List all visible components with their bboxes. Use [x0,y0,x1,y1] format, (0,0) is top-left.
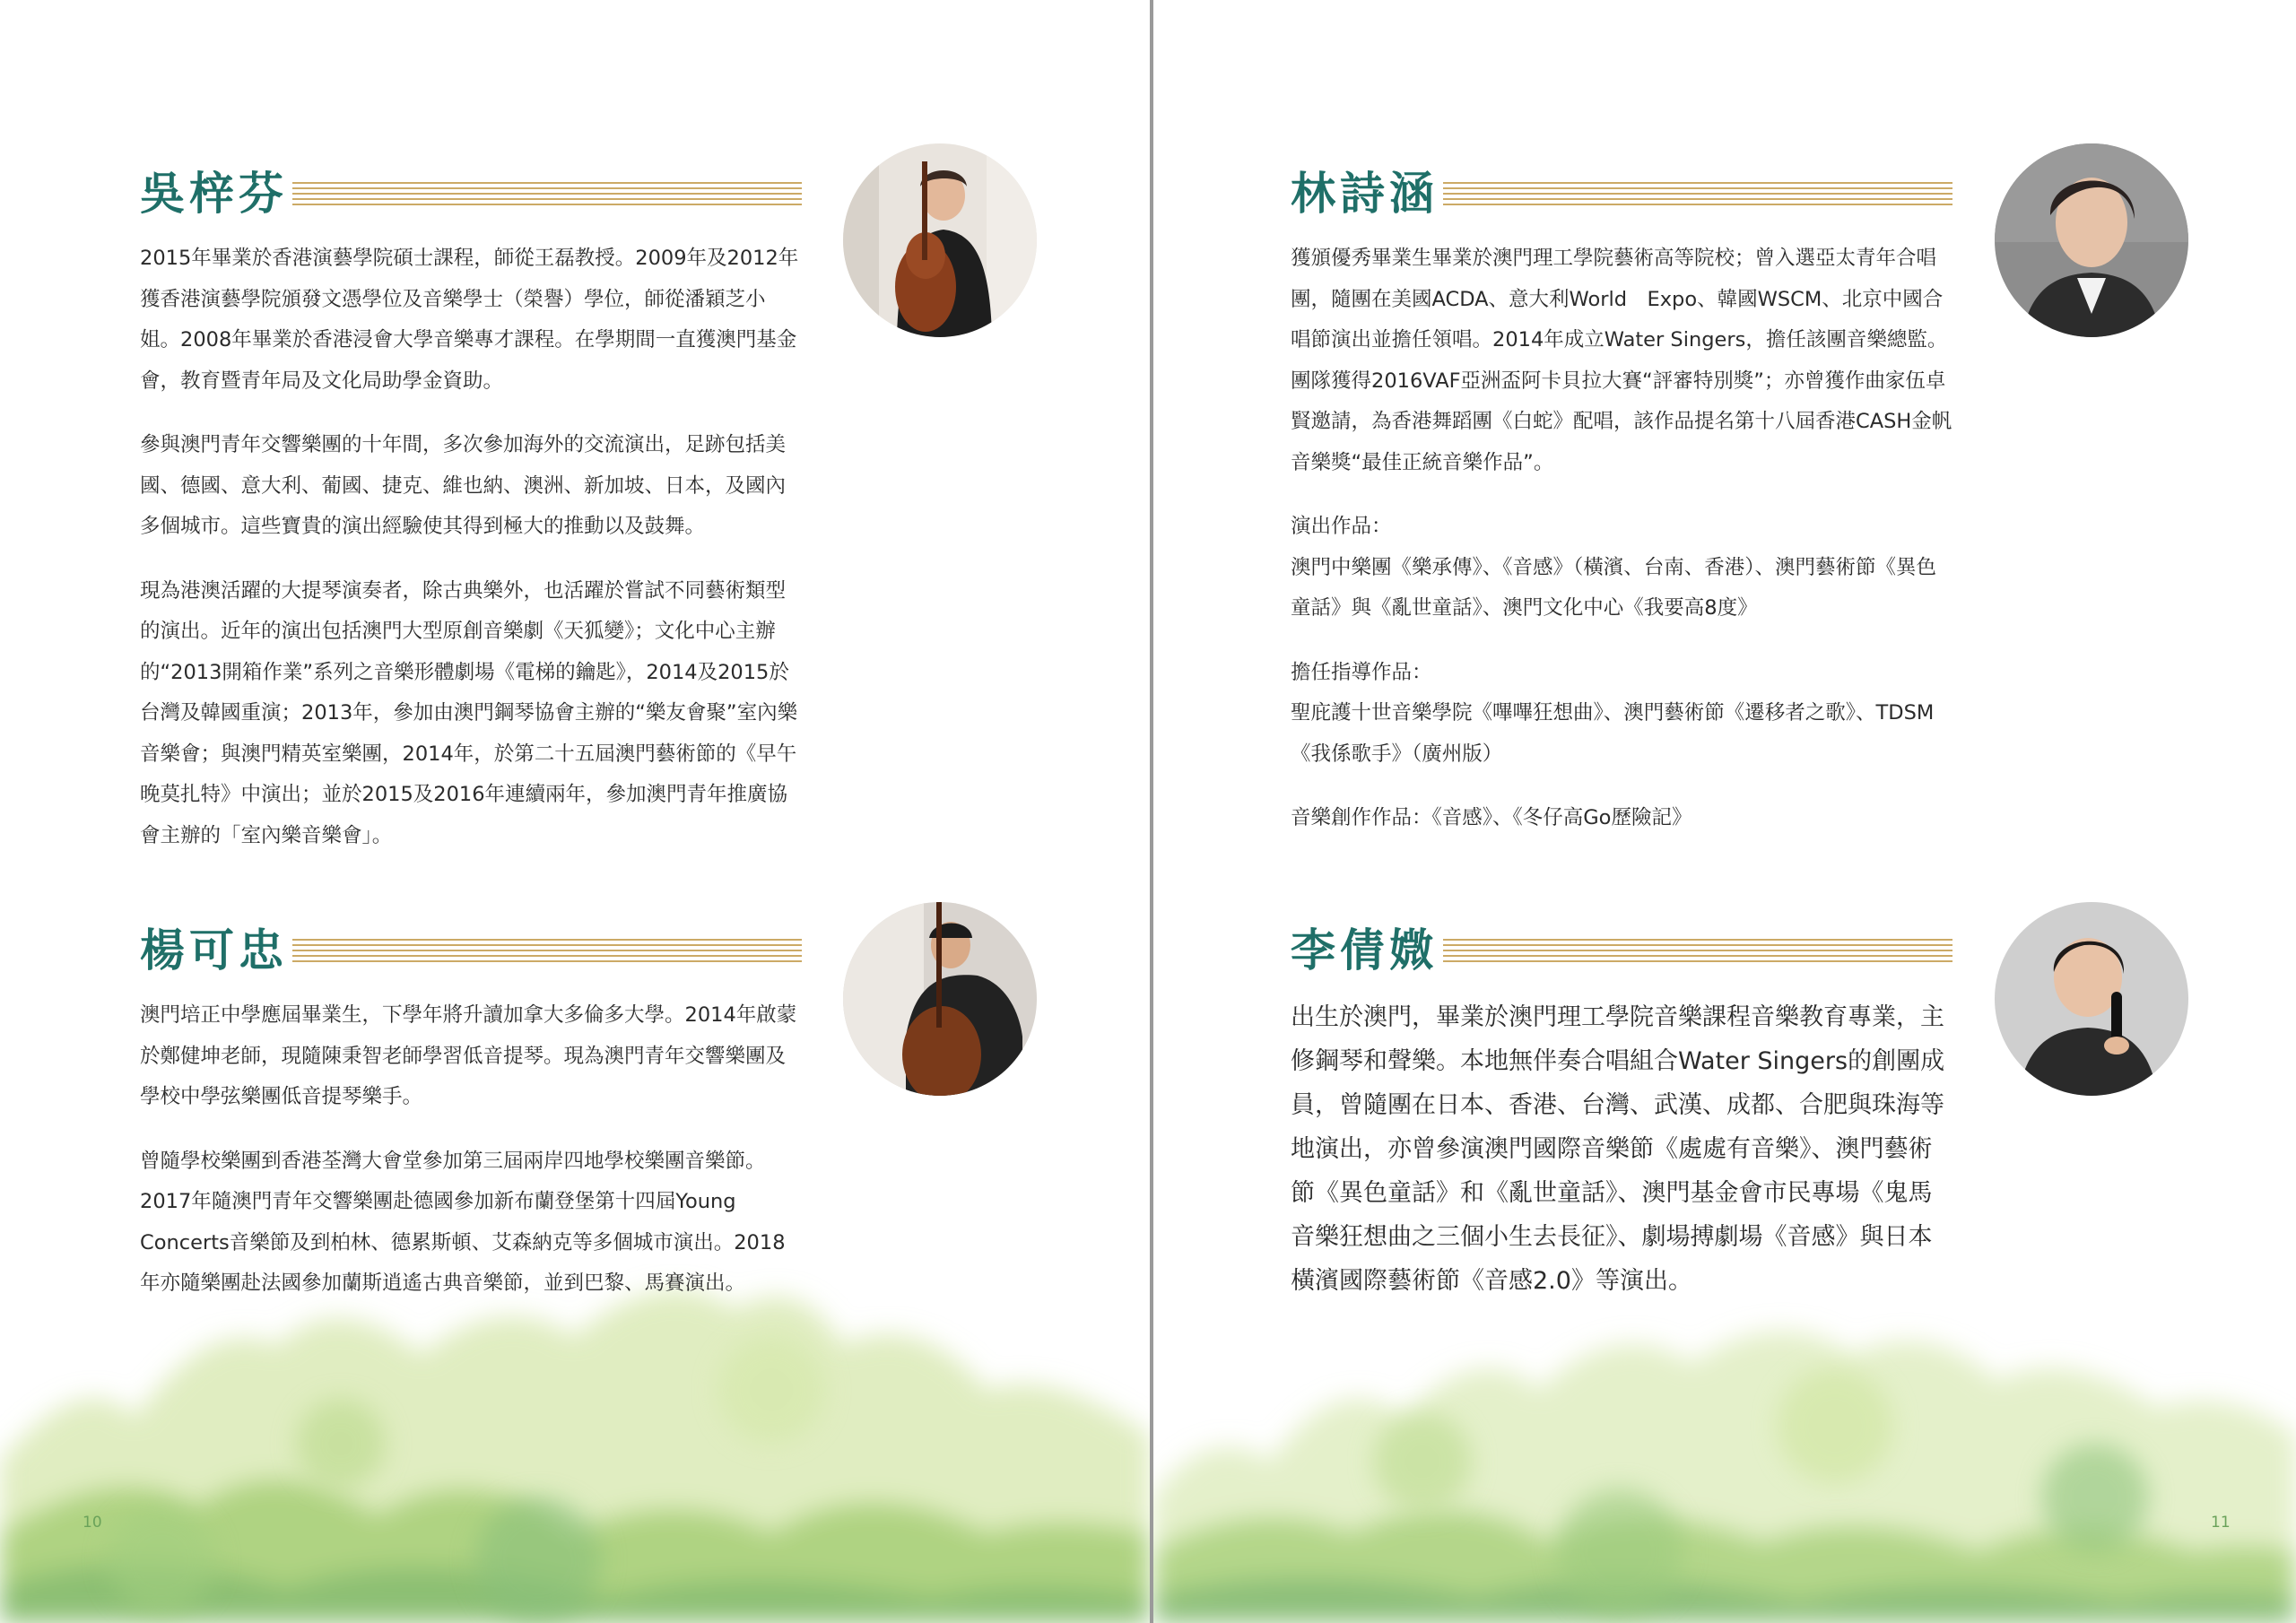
bio-paragraph: 出生於澳門，畢業於澳門理工學院音樂課程音樂教育專業，主修鋼琴和聲樂。本地無伴奏合唱組合Water Singers的創團成員，曾隨團在日本、香港、台灣、武漢、成都、合肥與珠海等地演出，亦曾參演澳門國際音樂節《處處有音樂》、澳門藝術節《異色童話》和《亂世童話》、澳門基金會市民專場《鬼馬音樂狂想曲之三個小生去長征》、劇場搏劇場《音感》與日本橫濱國際藝術節《音感2.0》等演出。 [1291,1003,1945,1295]
bio-name: 楊可忠 [140,924,288,976]
bio-lam-sihan [1291,158,1952,863]
page-number: 11 [2211,1514,2231,1532]
bio-works-composition: 音樂創作作品：《音感》、《冬仔高Go歷險記》 [1291,806,1692,829]
gold-rule-lines [292,182,802,205]
bio-wu-zifen [140,158,802,880]
bio-name: 林詩涵 [1291,167,1439,220]
bio-name: 李倩媺 [1291,924,1439,976]
portrait-double-bassist-photo [843,902,1037,1096]
bio-works-direction: 擔任指導作品： 聖庇護十世音樂學院《嗶嗶狂想曲》、澳門藝術節《遷移者之歌》、TDSM《我係歌手》（廣州版） [1291,660,1935,766]
bio-heading [140,158,802,230]
gold-rule-lines [1443,939,1952,962]
bio-paragraph: 參與澳門青年交響樂團的十年間，多次參加海外的交流演出，足跡包括美國、德國、意大利、葡國、捷克、維也納、澳洲、新加坡、日本，及國內多個城市。這些寶貴的演出經驗使其得到極大的推動以及鼓舞。 [140,433,787,538]
bio-paragraph: 2015年畢業於香港演藝學院碩士課程，師從王磊教授。2009年及2012年獲香港演藝學院頒發文憑學位及音樂學士（榮譽）學位，師從潘穎芝小姐。2008年畢業於香港浸會大學音樂專才課程。在學期間一直獲澳門基金會，教育暨青年局及文化局助學金資助。 [140,247,799,393]
bio-paragraph: 現為港澳活躍的大提琴演奏者，除古典樂外，也活躍於嘗試不同藝術類型的演出。近年的演出包括澳門大型原創音樂劇《天狐變》；文化中心主辦的“2013開箱作業”系列之音樂形體劇場《電梯的鑰匙》，2014及2015於台灣及韓國重演；2013年，參加由澳門鋼琴協會主辦的“樂友會聚”室內樂音樂會；與澳門精英室樂團，2014年，於第二十五屆澳門藝術節的《早午晚莫扎特》中演出；並於2015及2016年連續兩年，參加澳門青年推廣協會主辦的「室內樂音樂會」。 [140,578,798,847]
bio-paragraph: 曾隨學校樂團到香港荃灣大會堂參加第三屆兩岸四地學校樂團音樂節。2017年隨澳門青年交響樂團赴德國參加新布蘭登堡第十四屆Young Concerts音樂節及到柏林、德累斯頓、艾森納克等多個城市演出。2018年亦隨樂團赴法國參加蘭斯逍遙古典音樂節，並到巴黎、馬賽演出。 [140,1149,786,1295]
bio-yang-kezhong [140,915,802,1328]
gold-rule-lines [1443,182,1952,205]
portrait-singer-photo [1995,143,2188,337]
gold-rule-lines [292,939,802,962]
page-number: 10 [83,1514,102,1532]
portrait-cellist-photo [843,143,1037,337]
right-page [1153,0,2296,1623]
bio-li-qianmei [1291,915,1952,1326]
bio-paragraph: 獲頒優秀畢業生畢業於澳門理工學院藝術高等院校；曾入選亞太青年合唱團，隨團在美國ACDA、意大利World Expo、韓國WSCM、北京中國合唱節演出並擔任領唱。2014年成立Water Singers，擔任該團音樂總監。團隊獲得2016VAF亞洲盃阿卡貝拉大賽“評審特別獎”；亦曾獲作曲家伍卓賢邀請，為香港舞蹈團《白蛇》配唱，該作品提名第十八屆香港CASH金帆音樂獎“最佳正統音樂作品”。 [1291,247,1952,474]
bio-name: 吳梓芬 [140,167,288,220]
bio-paragraph: 澳門培正中學應屆畢業生，下學年將升讀加拿大多倫多大學。2014年啟蒙於鄭健坤老師，現隨陳秉智老師學習低音提琴。現為澳門青年交響樂團及學校中學弦樂團低音提琴樂手。 [140,1003,797,1108]
portrait-vocalist-photo [1995,902,2188,1096]
bio-heading [1291,915,1952,986]
bio-works-performance: 演出作品： 澳門中樂團《樂承傳》、《音感》（橫濱、台南、香港）、澳門藝術節《異色童話》與《亂世童話》、澳門文化中心《我要高8度》 [1291,515,1937,620]
bio-heading [140,915,802,986]
bio-heading [1291,158,1952,230]
